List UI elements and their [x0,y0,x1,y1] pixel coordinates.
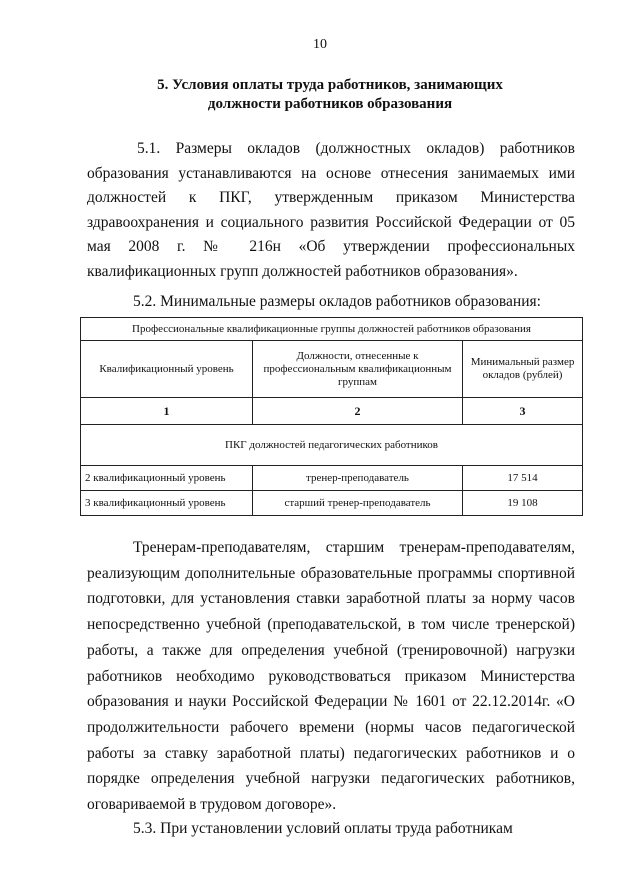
paragraph-5-3: 5.3. При установлении условий оплаты труда работникам [133,820,513,837]
page-number: 10 [313,37,327,52]
table-column-number: 1 [81,398,253,425]
table-cell-level: 3 квалификационный уровень [81,491,253,516]
table-title: Профессиональные квалификационные группы должностей работников образования [81,318,583,341]
table-row [81,491,583,516]
section-heading [80,76,580,114]
table-cell-position: тренер-преподаватель [253,466,463,491]
table-cell-salary: 19 108 [463,491,583,516]
table-cell-salary: 17 514 [463,466,583,491]
table-cell-level: 2 квалификационный уровень [81,466,253,491]
salary-table [80,317,583,516]
table-column-number: 2 [253,398,463,425]
paragraph-5-1: 5.1. Размеры окладов (должностных окладов) работников образования устанавливаются на основе отнесения занимаемых ими должностей к ПКГ, утвержденным приказом Министерства здравоохранения и социального развития Российской Федерации от 05 мая 2008 г. № 216н «Об утверждении профессиональных квалификационных групп должностей работников образования». [87,140,575,280]
table-column-number: 3 [463,398,583,425]
table-header-min-salary: Минимальный размер окладов (рублей) [463,341,583,398]
paragraph-5-2: 5.2. Минимальные размеры окладов работников образования: [133,293,541,310]
section-heading-line-1: 5. Условия оплаты труда работников, занимающих [157,77,503,93]
table-header-positions: Должности, отнесенные к профессиональным квалификационным группам [253,341,463,398]
table-cell-position: старший тренер-преподаватель [253,491,463,516]
section-heading-line-2: должности работников образования [207,96,453,112]
table-group-title: ПКГ должностей педагогических работников [81,425,583,466]
paragraph-trainers: Тренерам-преподавателям, старшим тренерам-преподавателям, реализующим дополнительные образовательные программы спортивной подготовки, для установления ставки заработной платы за норму часов непосредственно учебной (преподавательской, в том числе тренерской) работы, а также для определения учебной (тренировочной) нагрузки работников необходимо руководствоваться приказом Министерства образования и науки Российской Федерации № 1601 от 22.12.2014г. «О продолжительности рабочего времени (нормы часов педагогической работы за ставку заработной платы) педагогических работников и о порядке определения учебной нагрузки педагогических работников, оговариваемой в трудовом договоре». [87,539,575,814]
table-row [81,466,583,491]
table-header-level: Квалификационный уровень [81,341,253,398]
